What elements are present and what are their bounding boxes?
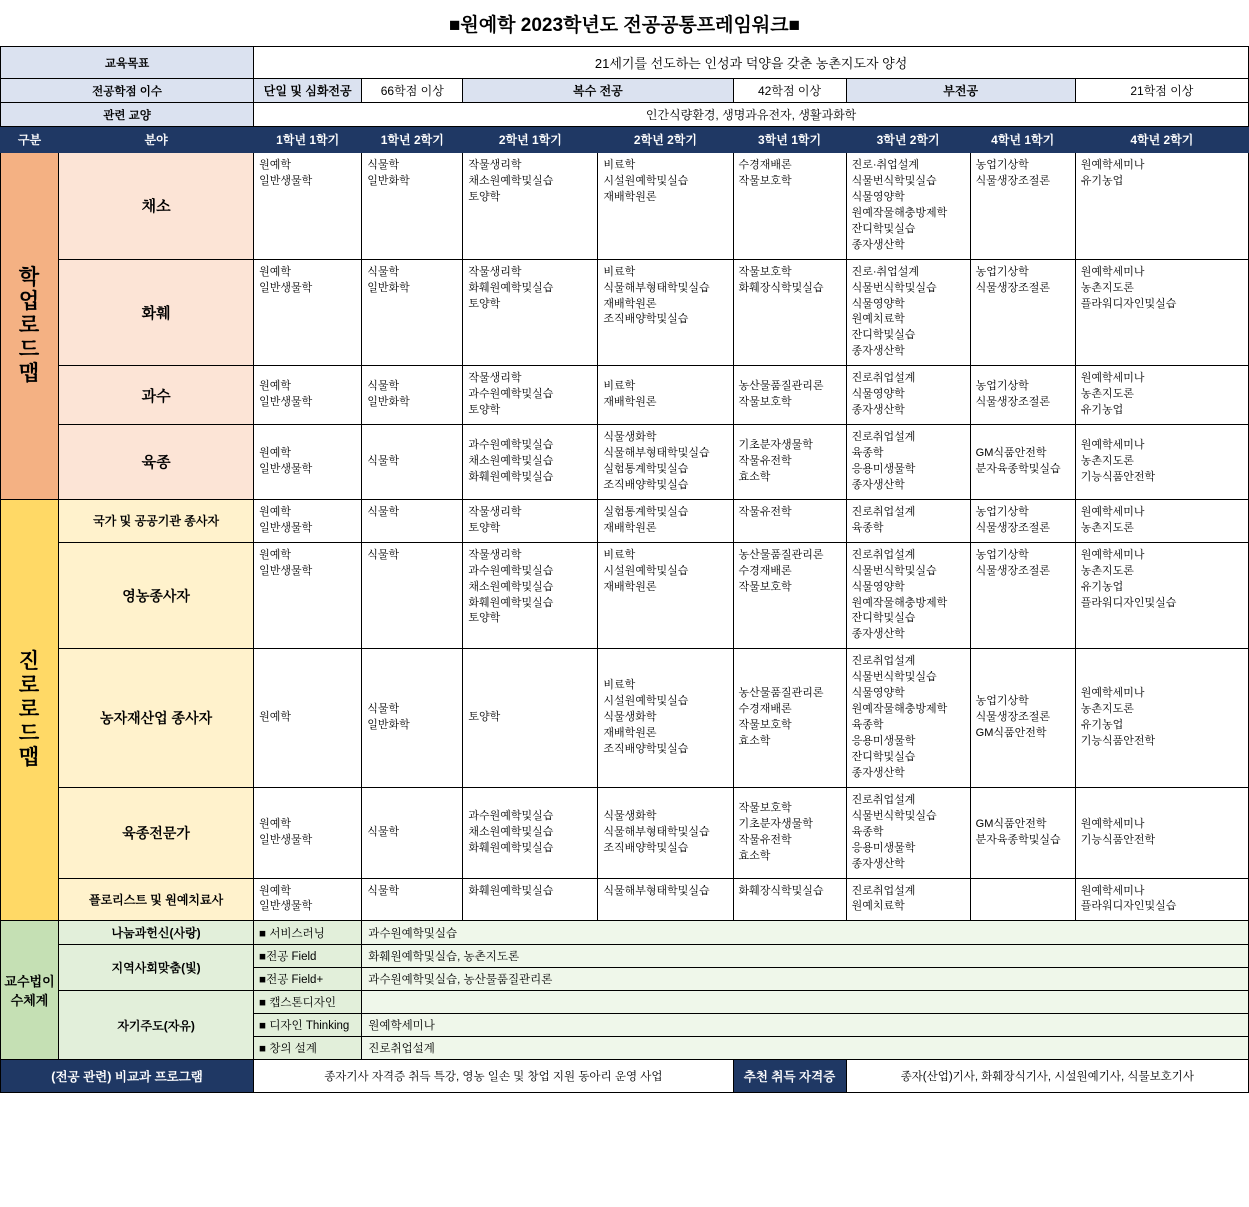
value-recommended-certificates: 종자(산업)기사, 화훼장식기사, 시설원예기사, 식물보호기사 [846, 1060, 1248, 1093]
value-education-goal: 21세기를 선도하는 인성과 덕양을 갖춘 농촌지도자 양성 [254, 47, 1249, 79]
course-cell: 화훼장식학및실습 [733, 878, 846, 921]
row-footer [1, 1060, 1249, 1093]
group-label-academic-roadmap: 학 업 로 드 맵 [1, 153, 59, 500]
course-cell [970, 878, 1075, 921]
course-cell: 식물학 일반화학 [362, 649, 463, 788]
table-row [1, 921, 1249, 945]
course-cell: 진로취업설계 식물영양학 종자생산학 [846, 366, 970, 425]
teaching-method-course: 과수원예학및실습 [362, 921, 1249, 945]
label-education-goal: 교육목표 [1, 47, 254, 79]
course-cell: 농업기상학 식물생장조절론 [970, 153, 1075, 260]
course-cell: 농산물품질관리론 수경재배론 작물보호학 효소학 [733, 649, 846, 788]
course-cell: 원예학세미나 농촌지도론 유기농업 플라워디자인및실습 [1075, 542, 1248, 649]
field-farming: 영농종사자 [59, 542, 254, 649]
credit-type-minor: 부전공 [846, 79, 1075, 103]
table-row [1, 878, 1249, 921]
header-field: 분야 [59, 127, 254, 153]
course-cell: 기초분자생물학 작물유전학 효소학 [733, 425, 846, 500]
course-cell: 식물학 일반화학 [362, 259, 463, 366]
credit-value-single: 66학점 이상 [362, 79, 463, 103]
header-division: 구분 [1, 127, 59, 153]
teaching-method-tag: ■ 디자인 Thinking [254, 1014, 362, 1037]
course-cell: 식물학 [362, 787, 463, 878]
course-cell: 원예학 일반생물학 [254, 787, 362, 878]
course-cell: 농업기상학 식물생장조절론 GM식품안전학 [970, 649, 1075, 788]
field-vegetable: 채소 [59, 153, 254, 260]
teaching-method-tag: ■전공 Field [254, 945, 362, 968]
course-cell: 수경재배론 작물보호학 [733, 153, 846, 260]
field-agri-materials-industry: 농자재산업 종사자 [59, 649, 254, 788]
teaching-method-course: 원예학세미나 [362, 1014, 1249, 1037]
course-cell: 작물생리학 과수원예학및실습 토양학 [463, 366, 598, 425]
field-public-sector: 국가 및 공공기관 종사자 [59, 499, 254, 542]
group-label-teaching-method: 교수법이수체계 [1, 921, 59, 1060]
course-cell: 농산물품질관리론 작물보호학 [733, 366, 846, 425]
table-row [1, 499, 1249, 542]
course-cell: 농업기상학 식물생장조절론 [970, 259, 1075, 366]
table-row [1, 787, 1249, 878]
course-cell: GM식품안전학 분자육종학및실습 [970, 425, 1075, 500]
row-education-goal [1, 47, 1249, 79]
course-cell: 작물생리학 화훼원예학및실습 토양학 [463, 259, 598, 366]
course-cell: 원예학세미나 농촌지도론 기능식품안전학 [1075, 425, 1248, 500]
course-cell: 진로취업설계 육종학 [846, 499, 970, 542]
header-semester-4-1: 4학년 1학기 [970, 127, 1075, 153]
course-cell: 토양학 [463, 649, 598, 788]
course-cell: 원예학 일반생물학 [254, 425, 362, 500]
label-major-credits: 전공학점 이수 [1, 79, 254, 103]
course-cell: 식물학 일반화학 [362, 366, 463, 425]
course-cell: 원예학 일반생물학 [254, 878, 362, 921]
course-cell: 원예학세미나 플라워디자인및실습 [1075, 878, 1248, 921]
course-cell: 비료학 시설원예학및실습 재배학원론 [598, 153, 733, 260]
course-cell: 농산물품질관리론 수경재배론 작물보호학 [733, 542, 846, 649]
course-cell: 원예학세미나 농촌지도론 유기농업 기능식품안전학 [1075, 649, 1248, 788]
credit-value-minor: 21학점 이상 [1075, 79, 1248, 103]
table-row [1, 425, 1249, 500]
course-cell: 진로취업설계 육종학 응용미생물학 종자생산학 [846, 425, 970, 500]
course-cell: 원예학세미나 농촌지도론 [1075, 499, 1248, 542]
credit-type-double: 복수 전공 [463, 79, 733, 103]
course-cell: 진로·취업설계 식물번식학및실습 식물영양학 원예치료학 잔디학및실습 종자생산학 [846, 259, 970, 366]
header-semester-4-2: 4학년 2학기 [1075, 127, 1248, 153]
teaching-method-name-community: 지역사회맞춤(빛) [59, 945, 254, 991]
header-semester-2-1: 2학년 1학기 [463, 127, 598, 153]
table-row [1, 259, 1249, 366]
course-cell: 과수원예학및실습 채소원예학및실습 화훼원예학및실습 [463, 425, 598, 500]
teaching-method-course [362, 991, 1249, 1014]
course-cell: GM식품안전학 분자육종학및실습 [970, 787, 1075, 878]
course-cell: 원예학 [254, 649, 362, 788]
course-cell: 식물학 [362, 878, 463, 921]
table-row [1, 153, 1249, 260]
header-semester-3-2: 3학년 2학기 [846, 127, 970, 153]
label-liberal-arts: 관련 교양 [1, 103, 254, 127]
course-cell: 원예학세미나 기능식품안전학 [1075, 787, 1248, 878]
course-cell: 작물생리학 토양학 [463, 499, 598, 542]
course-cell: 원예학 일반생물학 [254, 542, 362, 649]
group-label-career-roadmap: 진 로 로 드 맵 [1, 499, 59, 921]
course-cell: 원예학 일반생물학 [254, 259, 362, 366]
course-cell: 실험통계학및실습 재배학원론 [598, 499, 733, 542]
table-row [1, 366, 1249, 425]
teaching-method-tag: ■전공 Field+ [254, 968, 362, 991]
field-flower: 화훼 [59, 259, 254, 366]
course-cell: 비료학 시설원예학및실습 식물생화학 재배학원론 조직배양학및실습 [598, 649, 733, 788]
course-cell: 화훼원예학및실습 [463, 878, 598, 921]
course-cell: 진로취업설계 식물번식학및실습 식물영양학 원예작물해충방제학 잔디학및실습 종자생산학 [846, 542, 970, 649]
course-cell: 원예학 일반생물학 [254, 366, 362, 425]
course-cell: 작물유전학 [733, 499, 846, 542]
course-cell: 작물보호학 화훼장식학및실습 [733, 259, 846, 366]
teaching-method-tag: ■ 캡스톤디자인 [254, 991, 362, 1014]
course-cell: 비료학 재배학원론 [598, 366, 733, 425]
framework-table [0, 46, 1249, 1093]
course-cell: 식물학 [362, 499, 463, 542]
course-cell: 식물해부형태학및실습 [598, 878, 733, 921]
table-row [1, 649, 1249, 788]
course-cell: 농업기상학 식물생장조절론 [970, 499, 1075, 542]
course-cell: 과수원예학및실습 채소원예학및실습 화훼원예학및실습 [463, 787, 598, 878]
course-cell: 진로취업설계 식물번식학및실습 식물영양학 원예작물해충방제학 육종학 응용미생물학 잔디학및실습 종자생산학 [846, 649, 970, 788]
row-major-credits [1, 79, 1249, 103]
course-cell: 진로취업설계 식물번식학및실습 육종학 응용미생물학 종자생산학 [846, 787, 970, 878]
field-fruit: 과수 [59, 366, 254, 425]
table-row [1, 542, 1249, 649]
course-cell: 비료학 시설원예학및실습 재배학원론 [598, 542, 733, 649]
course-cell: 원예학 일반생물학 [254, 153, 362, 260]
value-extracurricular-program: 종자기사 자격증 취득 특강, 영농 일손 및 창업 지원 동아리 운영 사업 [254, 1060, 733, 1093]
teaching-method-course: 화훼원예학및실습, 농촌지도론 [362, 945, 1249, 968]
row-table-header [1, 127, 1249, 153]
course-cell: 농업기상학 식물생장조절론 [970, 366, 1075, 425]
header-semester-3-1: 3학년 1학기 [733, 127, 846, 153]
field-breeding: 육종 [59, 425, 254, 500]
field-florist-horticultural-therapist: 플로리스트 및 원예치료사 [59, 878, 254, 921]
page-title: ■원예학 2023학년도 전공공통프레임워크■ [448, 15, 801, 36]
teaching-method-tag: ■ 서비스러닝 [254, 921, 362, 945]
teaching-method-tag: ■ 창의 설계 [254, 1037, 362, 1060]
course-cell: 식물생화학 식물해부형태학및실습 조직배양학및실습 [598, 787, 733, 878]
course-cell: 비료학 식물해부형태학및실습 재배학원론 조직배양학및실습 [598, 259, 733, 366]
credit-value-double: 42학점 이상 [733, 79, 846, 103]
teaching-method-course: 진로취업설계 [362, 1037, 1249, 1060]
course-cell: 식물생화학 식물해부형태학및실습 실험통계학및실습 조직배양학및실습 [598, 425, 733, 500]
teaching-method-name-sharing: 나눔과헌신(사랑) [59, 921, 254, 945]
table-row [1, 991, 1249, 1014]
course-cell: 농업기상학 식물생장조절론 [970, 542, 1075, 649]
course-cell: 작물생리학 채소원예학및실습 토양학 [463, 153, 598, 260]
label-extracurricular-program: (전공 관련) 비교과 프로그램 [1, 1060, 254, 1093]
course-cell: 식물학 일반화학 [362, 153, 463, 260]
header-semester-1-2: 1학년 2학기 [362, 127, 463, 153]
course-cell: 원예학세미나 농촌지도론 유기농업 [1075, 366, 1248, 425]
course-cell: 식물학 [362, 542, 463, 649]
course-cell: 식물학 [362, 425, 463, 500]
header-semester-2-2: 2학년 2학기 [598, 127, 733, 153]
course-cell: 원예학세미나 농촌지도론 플라워디자인및실습 [1075, 259, 1248, 366]
course-cell: 작물보호학 기초분자생물학 작물유전학 효소학 [733, 787, 846, 878]
header-semester-1-1: 1학년 1학기 [254, 127, 362, 153]
row-liberal-arts [1, 103, 1249, 127]
course-cell: 진로·취업설계 식물번식학및실습 식물영양학 원예작물해충방제학 잔디학및실습 종자생산학 [846, 153, 970, 260]
value-liberal-arts: 인간식량환경, 생명과유전자, 생활과화학 [254, 103, 1249, 127]
table-row [1, 945, 1249, 968]
teaching-method-course: 과수원예학및실습, 농산물품질관리론 [362, 968, 1249, 991]
credit-type-single: 단일 및 심화전공 [254, 79, 362, 103]
course-cell: 원예학세미나 유기농업 [1075, 153, 1248, 260]
teaching-method-name-self-directed: 자기주도(자유) [59, 991, 254, 1060]
course-cell: 원예학 일반생물학 [254, 499, 362, 542]
course-cell: 작물생리학 과수원예학및실습 채소원예학및실습 화훼원예학및실습 토양학 [463, 542, 598, 649]
course-cell: 진로취업설계 원예치료학 [846, 878, 970, 921]
field-breeding-expert: 육종전문가 [59, 787, 254, 878]
label-recommended-certificates: 추천 취득 자격증 [733, 1060, 846, 1093]
